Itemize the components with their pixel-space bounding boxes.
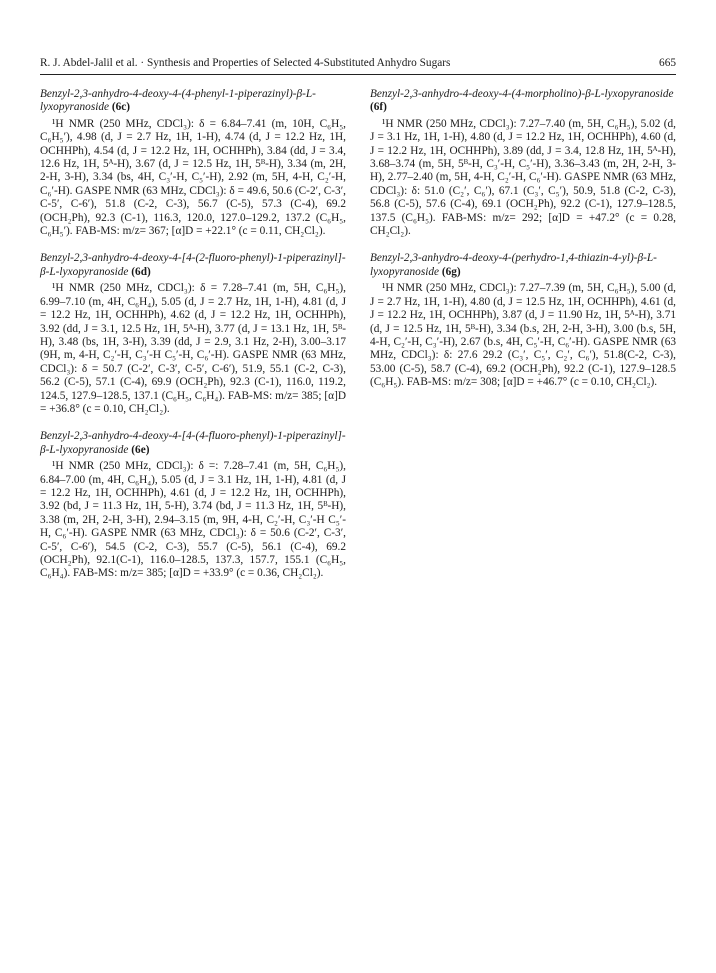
page-number: 665 (659, 57, 676, 69)
right-column (370, 88, 676, 404)
compound-title (370, 88, 676, 115)
running-header (40, 55, 676, 71)
compound-name: Benzyl-2,3-anhydro-4-deoxy-4-[4-(2-fluoro-phenyl)-1-piperazinyl]-β-L-lyxopyranoside (40, 252, 346, 278)
compound-title (40, 252, 346, 279)
compound-data: ¹H NMR (250 MHz, CDCl₃): δ =: 7.28–7.41 (m, 5H, C₆H₅), 6.84–7.00 (m, 4H, C₆H₄), 5.05 (d, J = 3.1 Hz, 1H, 1-H), 4.81 (d, J = 12.2 Hz, 1H, OCHHPh), 4.61 (d, J = 12.2 Hz, 1H, OCHHPh), 3.92 (bd, J = 11.3 Hz, 1H, 5-H), 3.74 (bd, J = 11.3 Hz, 1H, 5ᴮ-H), 3.38 (m, 2H, 2-H, 3-H), 2.94–3.15 (m, 9H, 4-H, C₂′-H, C₃′-H C₅′-H, C₆′-H). GASPE NMR (63 MHz, CDCl₃): δ = 50.6 (C-2′, C-3′, C-5′, C-6′), 54.5 (C-2, C-3), 55.7 (C-5), 56.1 (C-4), 69.2 (OCH₂Ph), 92.1(C-1), 116.0–128.5, 137.3, 157.7, 155.1 (C₆H₅, C₆H₄). FAB-MS: m/z= 385; [α]D = +33.9° (c = 0.36, CH₂Cl₂). (40, 460, 346, 580)
running-title: R. J. Abdel-Jalil et al. · Synthesis and Properties of Selected 4-Substituted Anhydro Sugars (40, 57, 451, 69)
compound-title (370, 252, 676, 279)
compound-entry-6d (40, 252, 346, 416)
compound-title (40, 430, 346, 457)
compound-data: ¹H NMR (250 MHz, CDCl₃): 7.27–7.40 (m, 5H, C₆H₅), 5.02 (d, J = 3.1 Hz, 1H, 1-H), 4.80 (d, J = 12.2 Hz, 1H, OCHHPh), 4.60 (d, J = 12.2 Hz, 1H, OCHHPh), 3.89 (dd, J = 3.4, 12.8 Hz, 1H, 5ᴬ-H), 3.68–3.74 (m, 5H, 5ᴮ-H, C₃′-H, C₅′-H), 3.36–3.43 (m, 2H, 2-H, 3-H), 2.77–2.40 (m, 5H, 4-H, C₂′-H, C₆′-H). GASPE NMR (63 MHz, CDCl₃): δ: 51.0 (C₂′, C₆′), 67.1 (C₃′, C₅′), 50.9, 51.8 (C-2, C-3), 56.8 (C-5), 57.6 (C-4), 69.1 (OCH₂Ph), 92.2 (C-1), 127.9–128.5, 137.5 (C₆H₅). FAB-MS: m/z= 292; [α]D = +47.2° (c = 0.28, CH₂Cl₂). (370, 117, 676, 238)
compound-entry-6c (40, 88, 346, 238)
compound-data: ¹H NMR (250 MHz, CDCl₃): 7.27–7.39 (m, 5H, C₆H₅), 5.00 (d, J = 2.7 Hz, 1H, 1-H), 4.80 (d, J = 12.5 Hz, 1H, OCHHPh), 4.61 (d, J = 12.2 Hz, 1H, OCHHPh), 3.87 (d, J = 11.90 Hz, 1H, 5ᴬ-H), 3.71 (d, J = 12.5 Hz, 1H, 5ᴮ-H), 3.34 (b.s, 2H, 2-H, 3-H), 3.00 (b.s, 5H, 4-H, C₂′-H, C₃′-H), 2.67 (b.s, 4H, C₅′-H, C₆′-H). GASPE NMR (63 MHz, CDCl₃): δ: 27.6 29.2 (C₃′, C₅′, C₂′, C₆′), 51.8(C-2, C-3), 53.00 (C-5), 58.7 (C-4), 69.2 (OCH₂Ph), 92.2 (C-1), 127.9–128.5 (C₆H₅). FAB-MS: m/z= 308; [α]D = +46.7° (c = 0.10, CH₂Cl₂). (370, 282, 676, 389)
compound-entry-6f (370, 88, 676, 238)
compound-name: Benzyl-2,3-anhydro-4-deoxy-4-[4-(4-fluoro-phenyl)-1-piperazinyl]-β-L-lyxopyranoside (40, 430, 346, 456)
compound-data: ¹H NMR (250 MHz, CDCl₃): δ = 6.84–7.41 (m, 10H, C₆H₅, C₆H₅′), 4.98 (d, J = 2.7 Hz, 1H, 1-H), 4.74 (d, J = 12.2 Hz, 1H, OCHHPh), 4.54 (d, J = 12.2 Hz, 1H, OCHHPh), 3.84 (dd, J = 3.4, 12.6 Hz, 1H, 5ᴬ-H), 3.67 (d, J = 12.5 Hz, 1H, 5ᴮ-H), 3.34 (m, 2H, 2-H, 3-H), 3.34 (bs, 4H, C₃′-H, C₅′-H), 2.92 (m, 5H, 4-H, C₂′-H, C₆′-H). GASPE NMR (63 MHz, CDCl₃): δ = 49.6, 50.6 (C-2′, C-3′, C-5′, C-6′), 51.8 (C-2, C-3), 56.7 (C-5), 57.3 (C-4), 69.2 (OCH₂Ph), 92.3 (C-1), 116.3, 120.0, 127.0–129.2, 137.2 (C₆H₅, C₆H₅′). FAB-MS: m/z= 367; [α]D = +22.1° (c = 0.11, CH₂Cl₂). (40, 117, 346, 238)
compound-label: (6e) (131, 443, 150, 456)
compound-label: (6g) (441, 265, 461, 278)
compound-label: (6c) (111, 101, 131, 114)
compound-title (40, 88, 346, 115)
compound-entry-6e (40, 430, 346, 580)
left-column (40, 88, 346, 595)
compound-label: (6d) (131, 265, 151, 278)
compound-data: ¹H NMR (250 MHz, CDCl₃): δ = 7.28–7.41 (m, 5H, C₆H₅), 6.99–7.10 (m, 4H, C₆H₄), 5.05 (d, J = 2.7 Hz, 1H, 1-H), 4.81 (d, J = 12.2 Hz, 1H, OCHHPh), 4.62 (d, J = 12.2 Hz, 1H, OCHHPh), 3.92 (dd, J = 3.1, 12.5 Hz, 1H, 5ᴬ-H), 3.77 (d, J = 13.1 Hz, 1H, 5ᴮ-H), 3.48 (bs, 1H, 3-H), 3.39 (dd, J = 2.9, 3.1 Hz, 2-H), 3.00–3.17 (9H, m, 4-H, C₂′-H, C₃′-H C₅′-H, C₆′-H). GASPE NMR (63 MHz, CDCl₃): δ = 50.7 (C-2′, C-3′, C-5′, C-6′), 51.9, 55.1 (C-2, C-3), 56.2 (C-5), 57.1 (C-4), 69.9 (OCH₂Ph), 92.3 (C-1), 116.0, 119.2, 124.5, 127.9–128.5, 137.1 (C₆H₅, C₆H₄). FAB-MS: m/z= 385; [α]D = +36.8° (c = 0.10, CH₂Cl₂). (40, 282, 346, 415)
compound-name: Benzyl-2,3-anhydro-4-deoxy-4-(perhydro-1,4-thiazin-4-yl)-β-L-lyxopyranoside (370, 252, 657, 278)
compound-entry-6g (370, 252, 676, 389)
header-divider (40, 74, 676, 75)
compound-label: (6f) (370, 101, 387, 114)
compound-name: Benzyl-2,3-anhydro-4-deoxy-4-(4-morpholino)-β-L-lyxopyranoside (370, 88, 674, 100)
compound-name: Benzyl-2,3-anhydro-4-deoxy-4-(4-phenyl-1-piperazinyl)-β-L-lyxopyranoside (40, 88, 316, 114)
